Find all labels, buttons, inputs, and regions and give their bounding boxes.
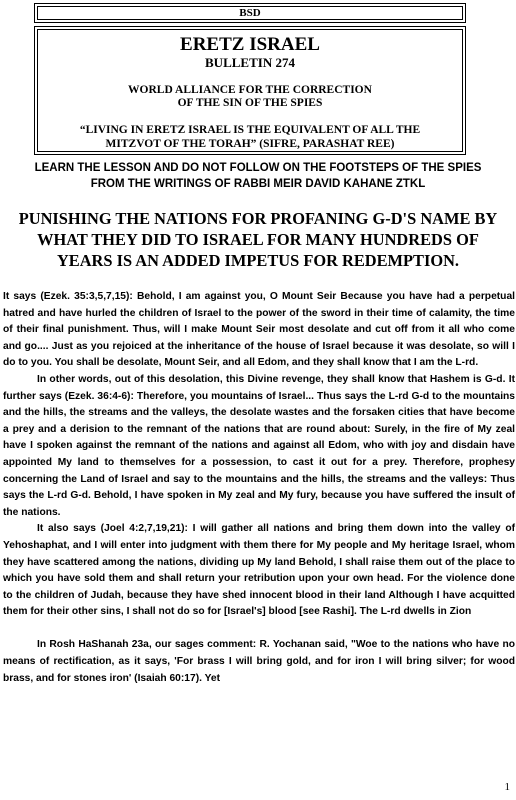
paragraph-3: It also says (Joel 4:2,7,19,21): I will gather all nations and bring them down into the valley of Yehoshaphat, and I will enter into judgment with them there for My people and My heritage Israel, whom they have scattered among the nations, dividing up My land Behold, I shall raise them out of the place to which you have sold them and shall return your retribution upon your own head. For the violence done to the children of Judah, because they have shed innocent blood in their land Although I have acquitted them for their other sins, I shall not do so for [Israel's] blood [see Rashi]. The L-rd dwells in Zion <box>3 523 515 618</box>
learn-line-2: FROM THE WRITINGS OF RABBI MEIR DAVID KAHANE ZTKL <box>90 178 426 190</box>
paragraph-2: In other words, out of this desolation, this Divine revenge, they shall know that Hashem is G-d. It further says (Ezek. 36:4-6): Therefore, you mountains of Israel... Thus says the L-rd G-d to the mountains and the hills, the streams and the valleys, the desolate wastes and the forsaken cities that have become a prey and a derision to the remnant of the nations that are round about: Surely, in the fire of My zeal have I spoken against the remnant of the nations and against all Edom, who with joy and disdain have appointed My land to themselves for a possession, to cast it out for a prey. Therefore, prophesy concerning the Land of Israel and say to the mountains and the hills, the streams and the valleys: Thus says the L-rd G-d. Behold, I have spoken in My zeal and My fury, because you have suffered the insult of the nations. <box>3 373 515 518</box>
article-body <box>3 289 515 687</box>
bsd-label: BSD <box>37 6 463 20</box>
article-title-line-2: WHAT THEY DID TO ISRAEL FOR MANY HUNDREDS OF <box>37 230 479 249</box>
learn-line-1: LEARN THE LESSON AND DO NOT FOLLOW ON THE FOOTSTEPS OF THE SPIES <box>34 162 482 174</box>
bulletin-number: BULLETIN 274 <box>205 55 295 70</box>
article-title <box>0 208 516 271</box>
paragraph-4: In Rosh HaShanah 23a, our sages comment: R. Yochanan said, "Woe to the nations who have no means of rectification, as it says, 'For brass I will bring gold, and for iron I will bring silver; for wood brass, and for stones iron' (Isaiah 60:17). Yet <box>3 639 515 684</box>
alliance-text <box>38 84 462 110</box>
bulletin-header-inner <box>37 29 463 152</box>
header-quote <box>38 123 462 151</box>
page-number: 1 <box>504 781 510 793</box>
paragraph-1: It says (Ezek. 35:3,5,7,15): Behold, I am against you, O Mount Seir Because you have had a perpetual hatred and have hurled the children of Israel to the power of the sword in their time of calamity, the time of their final punishment. Thus, will I make Mount Seir most desolate and cut off from it all who come and go.... Just as you rejoiced at the inheritance of the house of Israel because it was desolate, so will I do to you. You shall be desolate, Mount Seir, and all Edom, and they shall know that I am the L-rd. <box>3 291 515 369</box>
bsd-box <box>34 3 466 23</box>
learn-lesson-heading <box>0 160 516 192</box>
article-title-line-3: YEARS IS AN ADDED IMPETUS FOR REDEMPTION. <box>56 251 460 270</box>
header-title: ERETZ ISRAEL <box>180 34 320 55</box>
article-title-line-1: PUNISHING THE NATIONS FOR PROFANING G-D'S NAME BY <box>18 209 498 228</box>
quote-line-1: “LIVING IN ERETZ ISRAEL IS THE EQUIVALENT OF ALL THE <box>79 124 421 136</box>
quote-line-2: MITZVOT OF THE TORAH” (SIFRE, PARASHAT REE) <box>105 138 395 150</box>
alliance-line-2: OF THE SIN OF THE SPIES <box>177 97 323 109</box>
bulletin-header <box>34 26 466 155</box>
alliance-line-1: WORLD ALLIANCE FOR THE CORRECTION <box>128 84 372 96</box>
